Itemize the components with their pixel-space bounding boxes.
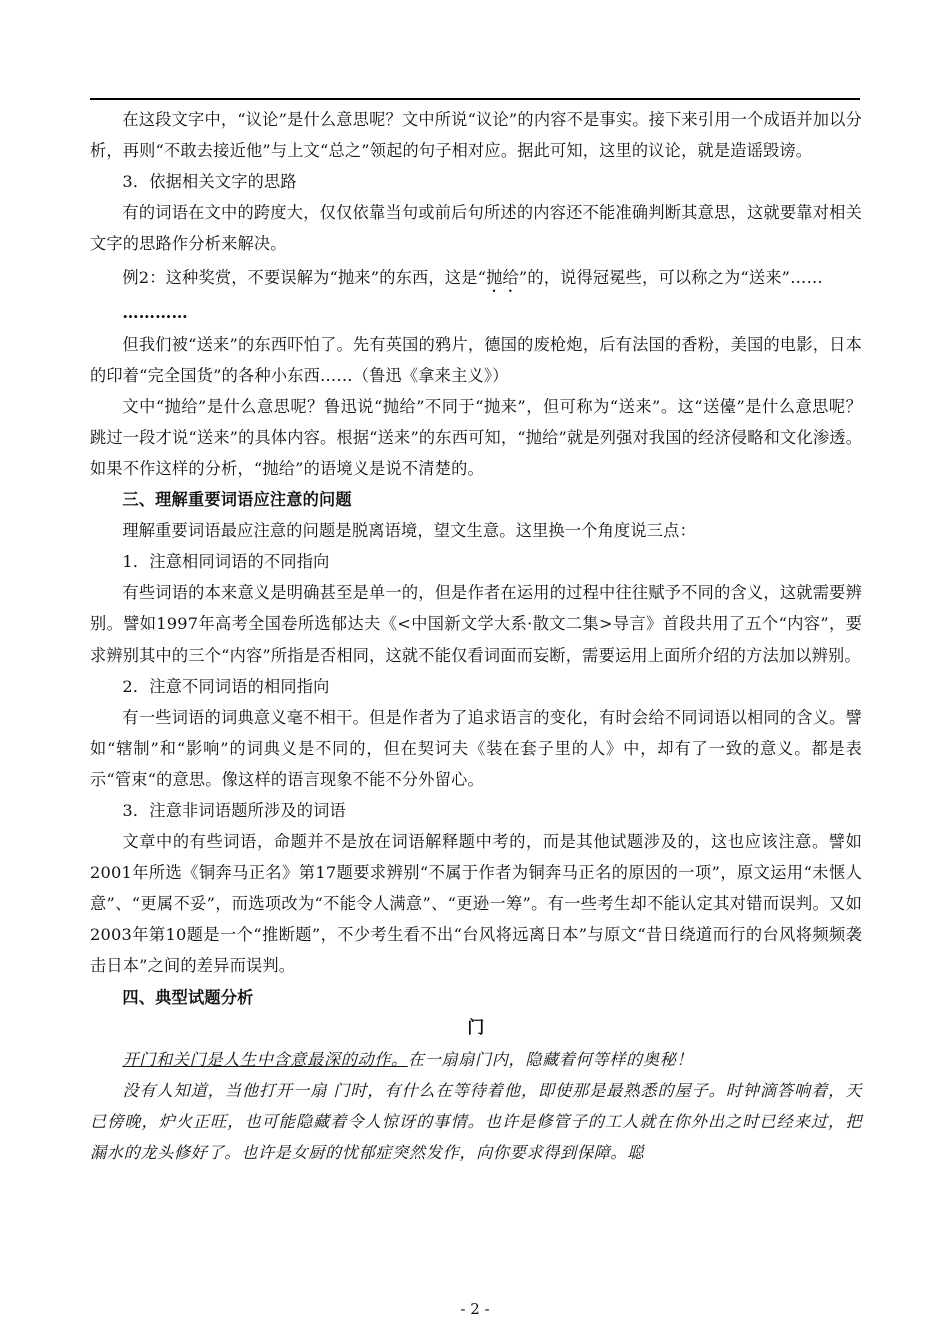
subheading-2: 2．注意不同词语的相同指向 <box>122 676 330 696</box>
paragraph-songlai: 但我们被“送来”的东西吓怕了。先有英国的鸦片，德国的废枪炮，后有法国的香粉，美国的电影，日本的印着“完全国货”的各种小东西……（鲁迅《拿来主义》） <box>90 334 862 385</box>
paragraph-yilun: 在这段文字中，“议论”是什么意思呢？文中所说“议论”的内容不是事实。接下来引用一个成语并加以分析，再则“不敢去接近他”与上文“总之”领起的句子相对应。据此可知，这里的议论，就是造谣毁谤。 <box>90 110 862 161</box>
example-2-dotted: 抛给 <box>486 268 519 288</box>
subheading-3-fei: 3．注意非词语题所涉及的词语 <box>122 800 346 820</box>
paragraph-tuoli: 理解重要词语最应注意的问题是脱离语境，望文生意。这里换一个角度说三点： <box>122 521 696 541</box>
passage-title: 门 <box>467 1017 485 1038</box>
heading-three: 三、理解重要词语应注意的问题 <box>122 490 352 510</box>
paragraph-kuadu: 有的词语在文中的跨度大，仅仅依靠当句或前后句所述的内容还不能准确判断其意思，这就要靠对相关文字的思路作分析来解决。 <box>90 203 862 254</box>
passage-first <box>90 1044 862 1075</box>
subheading-3-silu: 3．依据相关文字的思路 <box>122 172 297 192</box>
example-2-before: 例2：这种奖赏，不要误解为“抛来”的东西，这是“ <box>122 268 487 288</box>
ellipsis-line: ………… <box>122 303 188 323</box>
paragraph-paogei: 文中“抛给”是什么意思呢？鲁迅说“抛给”不同于“抛来”，但可称为“送来”。这“送儓”是什么意思呢？跳过一段才说“送来”的具体内容。根据“送来”的东西可知，“抛给”就是列强对我国的经济侵略和文化渗透。如果不作这样的分析，“抛给”的语境义是说不清楚的。 <box>90 396 862 478</box>
passage-underlined: 开门和关门是人生中含意最深的动作。 <box>122 1049 408 1069</box>
example-2-after: ”的，说得冠冕些，可以称之为“送来”…… <box>518 268 823 288</box>
passage-first-rest: 在一扇扇门内，隐藏着何等样的奥秘！ <box>407 1049 694 1069</box>
page-number: - 2 - <box>460 1300 490 1318</box>
document-body <box>90 104 862 1168</box>
subheading-1: 1．注意相同词语的不同指向 <box>122 552 330 572</box>
paragraph-xiangtong: 有些词语的本来意义是明确甚至是单一的，但是作者在运用的过程中往往赋予不同的含义，这就需要辨别。譬如1997年高考全国卷所选郁达夫《<中国新文学大系·散文二集>导言》首段共用了五个“内容”，要求辨别其中的三个“内容”所指是否相同，这就不能仅看词面而妄断，需要运用上面所介绍的方法加以辨别。 <box>90 583 862 665</box>
passage-second: 没有人知道，当他打开一扇 门时，有什么在等待着他，即使那是最熟悉的屋子。时钟滴答响着，天已傍晚，炉火正旺，也可能隐藏着令人惊讶的事情。也许是修管子的工人就在你外出之时已经来过，把漏水的龙头修好了。也许是女厨的忧郁症突然发作，向你要求得到保障。聪 <box>90 1080 862 1162</box>
paragraph-butong: 有一些词语的词典意义毫不相干。但是作者为了追求语言的变化，有时会给不同词语以相同的含义。譬如“辖制”和“影响”的词典义是不同的，但在契诃夫《装在套子里的人》中，却有了一致的意义。都是表示“管束“的意思。像这样的语言现象不能不分外留心。 <box>90 707 862 789</box>
paragraph-fei: 文章中的有些词语，命题并不是放在词语解释题中考的，而是其他试题涉及的，这也应该注意。譬如2001年所选《铜奔马正名》第17题要求辨别“不属于作者为铜奔马正名的原因的一项”，原文运用“未惬人意”、“更属不妥”，而选项改为“不能令人满意”、“更逊一筹”。有一些考生却不能认定其对错而误判。又如2003年第10题是一个“推断题”，不少考生看不出“台风将远离日本”与原文“昔日绕道而行的台风将频频袭击日本”之间的差异而误判。 <box>90 832 862 976</box>
heading-four: 四、典型试题分析 <box>122 987 254 1007</box>
example-2 <box>90 259 862 297</box>
header-rule <box>90 98 860 100</box>
